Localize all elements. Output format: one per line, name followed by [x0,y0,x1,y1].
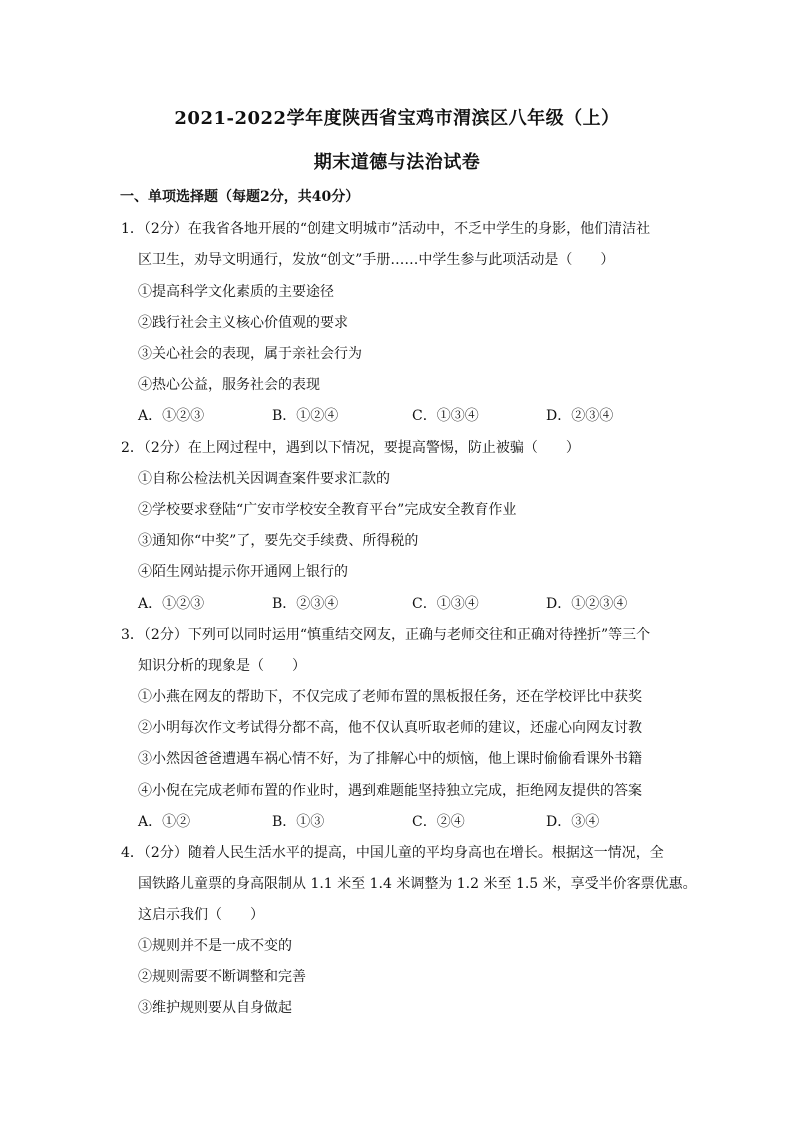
question-3-statement-3: ③小然因爸爸遭遇车祸心情不好，为了排解心中的烦恼，他上课时偷偷看课外书籍 [138,751,642,767]
question-3-option-d[interactable]: D．③④ [546,814,600,830]
question-4-stem-line2: 国铁路儿童票的身高限制从 1.1 米至 1.4 米调整为 1.2 米至 1.5 米，享受半价客票优惠。 [138,876,697,892]
question-2-statement-1: ①自称公检法机关因调查案件要求汇款的 [138,471,390,487]
question-2-option-c[interactable]: C．①③④ [412,596,479,612]
question-2-option-b[interactable]: B．②③④ [272,596,339,612]
question-1-stem-line2: 区卫生，劝导文明通行，发放“创文”手册……中学生参与此项活动是（ ） [138,252,615,268]
exam-title-line2: 期末道德与法治试卷 [313,152,481,173]
question-2-statement-4: ④陌生网站提示你开通网上银行的 [138,564,348,580]
question-4-statement-3: ③维护规则要从自身做起 [138,1000,292,1016]
question-3-option-c[interactable]: C．②④ [412,814,465,830]
section-heading: 一、单项选择题（每题2分，共40分） [120,189,360,205]
question-3-stem-line2: 知识分析的现象是（ ） [138,658,306,674]
question-2-statement-2: ②学校要求登陆“广安市学校安全教育平台”完成安全教育作业 [138,502,517,518]
question-4-statement-1: ①规则并不是一成不变的 [138,938,292,954]
question-1-statement-4: ④热心公益，服务社会的表现 [138,377,320,393]
question-1-option-a[interactable]: A．①②③ [138,408,205,424]
question-3-option-b[interactable]: B．①③ [272,814,325,830]
question-4-stem-line3: 这启示我们（ ） [138,907,264,923]
question-2-option-d[interactable]: D．①②③④ [546,596,628,612]
question-1-option-d[interactable]: D．②③④ [546,408,614,424]
question-3-stem-line1: 3．（2分）下列可以同时运用“慎重结交网友，正确与老师交往和正确对待挫折”等三个 [121,627,651,643]
question-1-statement-3: ③关心社会的表现，属于亲社会行为 [138,346,362,362]
question-2-statement-3: ③通知你“中奖”了，要先交手续费、所得税的 [138,533,419,549]
question-1-stem-line1: 1．（2分）在我省各地开展的“创建文明城市”活动中，不乏中学生的身影，他们清洁社 [121,221,651,237]
exam-title-line1: 2021-2022学年度陕西省宝鸡市渭滨区八年级（上） [174,108,620,129]
question-2-options [138,593,698,613]
question-1-option-b[interactable]: B．①②④ [272,408,339,424]
question-1-statement-1: ①提高科学文化素质的主要途径 [138,284,334,300]
question-2-stem-line1: 2．（2分）在上网过程中，遇到以下情况，要提高警惕，防止被骗（ ） [121,440,580,456]
question-3-statement-1: ①小燕在网友的帮助下，不仅完成了老师布置的黑板报任务，还在学校评比中获奖 [138,689,642,705]
question-4-statement-2: ②规则需要不断调整和完善 [138,969,306,985]
question-3-statement-2: ②小明每次作文考试得分都不高，他不仅认真听取老师的建议，还虚心向网友讨教 [138,720,642,736]
question-3-statement-4: ④小倪在完成老师布置的作业时，遇到难题能坚持独立完成，拒绝网友提供的答案 [138,783,642,799]
question-1-statement-2: ②践行社会主义核心价值观的要求 [138,315,348,331]
question-3-options [138,811,698,831]
question-3-option-a[interactable]: A．①② [138,814,191,830]
question-2-option-a[interactable]: A．①②③ [138,596,205,612]
question-1-options [138,405,698,425]
question-4-stem-line1: 4．（2分）随着人民生活水平的提高，中国儿童的平均身高也在增长。根据这一情况，全 [121,845,664,861]
question-1-option-c[interactable]: C．①③④ [412,408,479,424]
